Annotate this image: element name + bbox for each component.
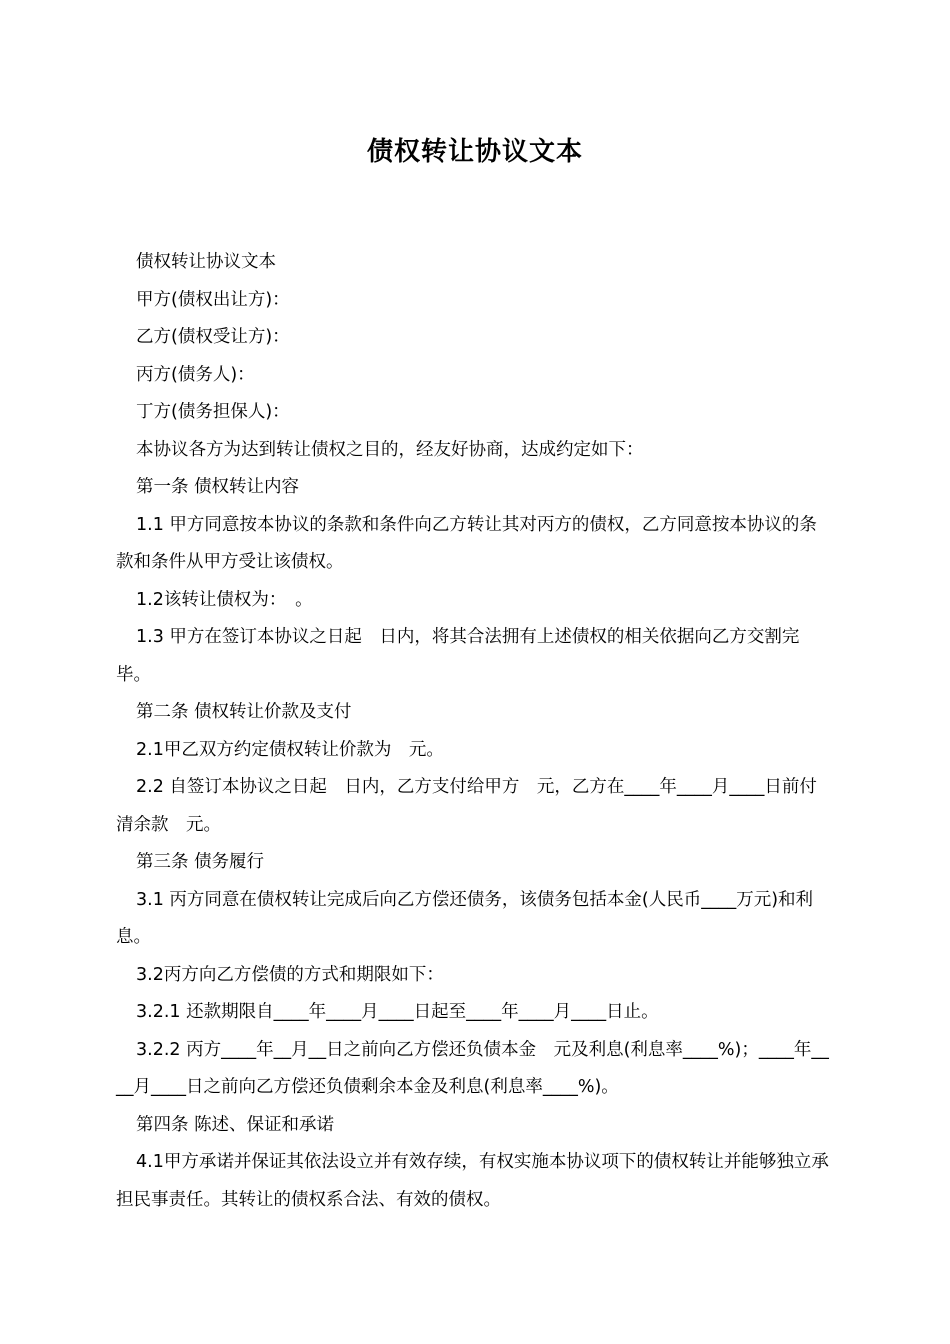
clause-4-1: 4.1甲方承诺并保证其依法设立并有效存续，有权实施本协议项下的债权转让并能够独立承担民事责任。其转让的债权系合法、有效的债权。 <box>116 1152 829 1210</box>
clause-3-2-2: 3.2.2 丙方____年__月__日之前向乙方偿还负债本金 元及利息(利息率____%)；____年____月____日之前向乙方偿还负债剩余本金及利息(利息率____%)。 <box>116 1039 829 1097</box>
clause-3-1: 3.1 丙方同意在债权转让完成后向乙方偿还债务，该债务包括本金(人民币____万元)和利息。 <box>116 889 814 947</box>
paragraph-party-a: 甲方(债权出让方)： <box>136 289 290 310</box>
clause-1-3: 1.3 甲方在签订本协议之日起 日内，将其合法拥有上述债权的相关依据向乙方交割完毕。 <box>116 627 800 685</box>
clause-1-1: 1.1 甲方同意按本协议的条款和条件向乙方转让其对丙方的债权，乙方同意按本协议的条款和条件从甲方受让该债权。 <box>116 514 817 572</box>
article-4-heading: 第四条 陈述、保证和承诺 <box>136 1114 335 1135</box>
article-3-heading: 第三条 债务履行 <box>136 852 265 872</box>
clause-2-1: 2.1甲乙双方约定债权转让价款为 元。 <box>136 739 444 760</box>
document-title: 债权转让协议文本 <box>366 137 583 167</box>
article-2-heading: 第二条 债权转让价款及支付 <box>136 702 352 722</box>
article-1-heading: 第一条 债权转让内容 <box>136 477 300 497</box>
paragraph-party-b: 乙方(债权受让方)： <box>136 327 290 347</box>
paragraph-preamble: 本协议各方为达到转让债权之目的，经友好协商，达成约定如下： <box>136 439 644 460</box>
paragraph-party-d: 丁方(债务担保人)： <box>136 402 290 422</box>
clause-1-2: 1.2该转让债权为： 。 <box>136 589 313 610</box>
clause-3-2: 3.2丙方向乙方偿债的方式和期限如下： <box>136 964 444 985</box>
document-body <box>116 244 834 1219</box>
paragraph-doc-name: 债权转让协议文本 <box>136 252 276 272</box>
clause-2-2: 2.2 自签订本协议之日起 日内，乙方支付给甲方 元，乙方在____年____月____日前付清余款 元。 <box>116 777 817 835</box>
paragraph-party-c: 丙方(债务人)： <box>136 364 255 385</box>
clause-3-2-1: 3.2.1 还款期限自____年____月____日起至____年____月____日止。 <box>136 1002 659 1022</box>
